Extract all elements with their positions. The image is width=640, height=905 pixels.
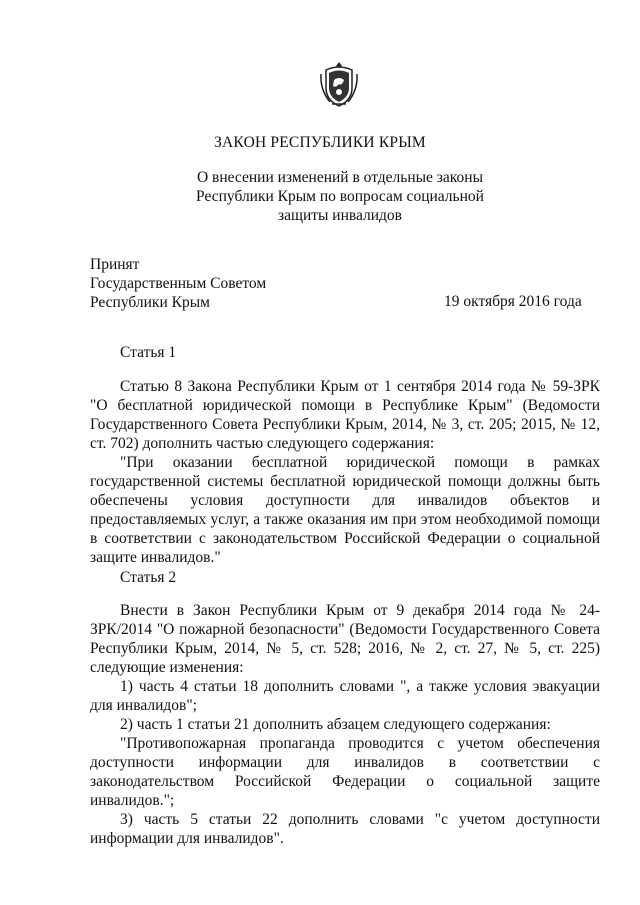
article-2-heading: Статья 2 (120, 569, 177, 586)
subtitle-line: защиты инвалидов (278, 207, 402, 224)
article-1-heading: Статья 1 (120, 344, 177, 361)
document-title: ЗАКОН РЕСПУБЛИКИ КРЫМ (214, 134, 426, 151)
article-2-paragraph-3: 2) часть 1 статьи 21 дополнить абзацем следующего содержания: (120, 716, 551, 733)
adoption-line: Республики Крым (90, 294, 210, 311)
subtitle-line: Республики Крым по вопросам социальной (196, 188, 484, 205)
document-subtitle (160, 168, 520, 225)
adoption-date: 19 октября 2016 года (444, 293, 582, 310)
article-2-paragraph-2: 1) часть 4 статьи 18 дополнить словами ", а также условия эвакуации для инвалидов"; (90, 678, 600, 714)
article-2-paragraph-1: Внести в Закон Республики Крым от 9 декабря 2014 года № 24-ЗРК/2014 "О пожарной безопасности" (Ведомости Государственного Совета Республики Крым, 2014, № 5, ст. 528; 2016, № 2, ст. 27, № 5, ст. 225) следующие изменения: (90, 602, 600, 676)
subtitle-line: О внесении изменений в отдельные законы (196, 169, 484, 186)
article-1-paragraph-2: "При оказании бесплатной юридической помощи в рамках государственной системы бесплатной юридической помощи должны быть обеспечены условия доступности для инвалидов объектов и предоставляемых услуг, а также оказания им при этом необходимой помощи в соответствии с законодательством Российской Федерации о социальной защите инвалидов." (90, 454, 600, 566)
adoption-line: Принят (90, 256, 140, 273)
adoption-line: Государственным Советом (90, 275, 267, 292)
article-2-paragraph-5: 3) часть 5 статьи 22 дополнить словами "с учетом доступности информации для инвалидов". (90, 811, 600, 847)
article-1-paragraph-1: Статью 8 Закона Республики Крым от 1 сентября 2014 года № 59-ЗРК "О бесплатной юридической помощи в Республике Крым" (Ведомости Государственного Совета Республики Крым, 2014, № 3, ст. 205; 2015, № 12, ст. 702) дополнить частью следующего содержания: (90, 378, 600, 452)
article-2-paragraph-4: "Противопожарная пропаганда проводится с учетом обеспечения доступности информации для инвалидов в соответствии с законодательством Российской Федерации о социальной защите инвалидов."; (90, 735, 600, 809)
adoption-block (90, 255, 266, 312)
article-2-body (90, 601, 600, 848)
article-1-body (90, 377, 600, 567)
crimea-coat-of-arms-emblem (318, 60, 360, 108)
